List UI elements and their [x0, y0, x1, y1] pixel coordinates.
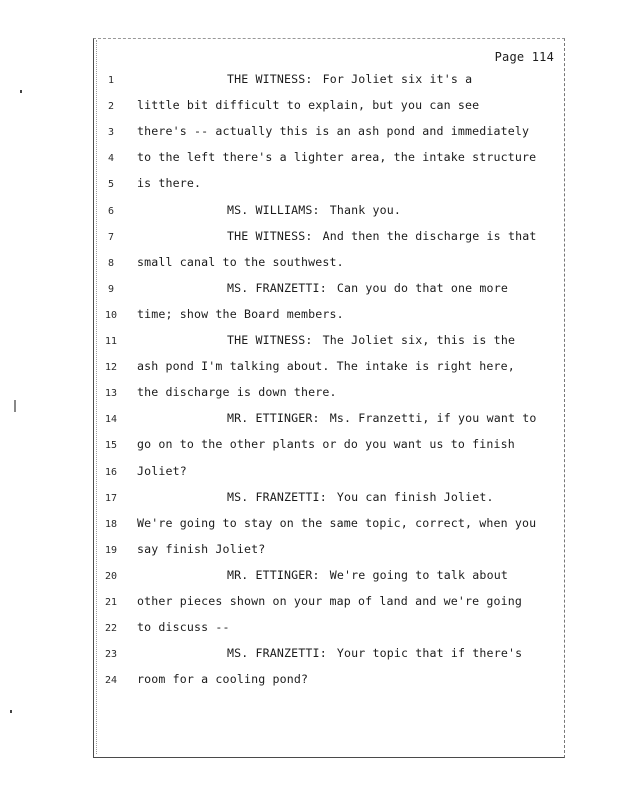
- line-text: go on to the other plants or do you want us to finish: [137, 437, 515, 452]
- speaker-line: [227, 281, 508, 295]
- transcript-line: [0, 646, 618, 666]
- speaker-line: [227, 646, 522, 660]
- transcript-line: [0, 150, 618, 170]
- page-number: Page 114: [494, 50, 554, 64]
- transcript-line: [0, 333, 618, 353]
- line-number: 24: [104, 675, 118, 687]
- line-number: 15: [104, 440, 118, 452]
- transcript-line: [0, 124, 618, 144]
- line-number: 7: [107, 231, 115, 243]
- line-text: Thank you.: [329, 202, 402, 217]
- line-text: We're going to talk about: [329, 567, 508, 582]
- line-number: 13: [104, 388, 118, 400]
- line-number: 10: [104, 309, 118, 321]
- speaker-line: [227, 229, 536, 243]
- transcript-line: [0, 176, 618, 196]
- transcript-line: [0, 594, 618, 614]
- line-text: ash pond I'm talking about. The intake is right here,: [137, 359, 515, 374]
- line-text: You can finish Joliet.: [336, 489, 494, 504]
- line-number: 12: [104, 362, 118, 374]
- speaker-name: MS. WILLIAMS:: [227, 202, 320, 217]
- transcript-line: [0, 620, 618, 640]
- line-text: little bit difficult to explain, but you can see: [137, 98, 480, 113]
- speaker-line: [227, 72, 472, 86]
- line-number: 8: [107, 257, 115, 269]
- line-text: Joliet?: [137, 463, 187, 478]
- line-text: to discuss --: [137, 620, 230, 635]
- line-number: 3: [107, 127, 115, 139]
- line-number: 18: [104, 518, 118, 530]
- transcript-line: [0, 255, 618, 275]
- line-number: 17: [104, 492, 118, 504]
- line-number: 23: [104, 649, 118, 661]
- speaker-name: THE WITNESS:: [227, 72, 313, 86]
- transcript-line: [0, 203, 618, 223]
- line-text: Ms. Franzetti, if you want to: [329, 411, 537, 426]
- speaker-name: THE WITNESS:: [227, 228, 313, 243]
- line-text: Can you do that one more: [336, 280, 508, 295]
- speaker-name: MS. FRANZETTI:: [227, 646, 327, 661]
- transcript-line: [0, 411, 618, 431]
- speaker-name: MR. ETTINGER:: [227, 567, 320, 582]
- transcript-line: [0, 672, 618, 692]
- line-number: 6: [107, 205, 115, 217]
- line-number: 16: [104, 466, 118, 478]
- line-text: time; show the Board members.: [137, 306, 344, 321]
- line-text: We're going to stay on the same topic, correct, when you: [137, 515, 537, 530]
- line-number: 21: [104, 597, 118, 608]
- speaker-line: [227, 568, 508, 582]
- transcript-line: [0, 464, 618, 484]
- line-text: For Joliet six it's a: [322, 72, 473, 86]
- speaker-name: THE WITNESS:: [227, 333, 313, 347]
- scan-speck: [10, 710, 12, 713]
- speaker-line: [227, 411, 536, 425]
- transcript-line: [0, 490, 618, 510]
- line-text: to the left there's a lighter area, the intake structure: [137, 150, 537, 165]
- transcript-line: [0, 98, 618, 118]
- line-number: 9: [107, 283, 115, 295]
- speaker-name: MR. ETTINGER:: [227, 411, 320, 426]
- transcript-line: [0, 229, 618, 249]
- line-number: 1: [107, 75, 115, 86]
- transcript-line: [0, 385, 618, 405]
- line-text: Your topic that if there's: [336, 646, 523, 661]
- line-text: the discharge is down there.: [137, 385, 337, 400]
- line-number: 14: [104, 414, 118, 426]
- transcript-line: [0, 72, 618, 92]
- line-number: 19: [104, 544, 118, 556]
- speaker-line: [227, 203, 401, 217]
- speaker-name: MS. FRANZETTI:: [227, 280, 327, 295]
- line-text: is there.: [137, 176, 202, 191]
- line-number: 22: [104, 623, 118, 635]
- line-text: room for a cooling pond?: [137, 672, 309, 687]
- transcript-line: [0, 307, 618, 327]
- line-text: say finish Joliet?: [137, 541, 266, 556]
- speaker-line: [227, 490, 494, 504]
- speaker-line: [227, 333, 515, 347]
- scan-speck: [14, 400, 16, 412]
- line-number: 4: [107, 153, 115, 165]
- line-text: And then the discharge is that: [322, 228, 537, 243]
- transcript-line: [0, 437, 618, 457]
- transcript-line: [0, 281, 618, 301]
- line-number: 20: [104, 570, 118, 582]
- speaker-name: MS. FRANZETTI:: [227, 489, 327, 504]
- line-text: there's -- actually this is an ash pond and immediately: [137, 124, 530, 139]
- transcript-line: [0, 516, 618, 536]
- line-text: The Joliet six, this is the: [322, 333, 516, 347]
- transcript-line: [0, 568, 618, 588]
- line-text: other pieces shown on your map of land and we're going: [137, 594, 523, 608]
- line-text: small canal to the southwest.: [137, 254, 344, 269]
- transcript-line: [0, 359, 618, 379]
- line-number: 5: [107, 179, 115, 191]
- line-number: 2: [107, 101, 115, 113]
- line-number: 11: [104, 336, 118, 347]
- transcript-line: [0, 542, 618, 562]
- scan-speck: [20, 90, 22, 93]
